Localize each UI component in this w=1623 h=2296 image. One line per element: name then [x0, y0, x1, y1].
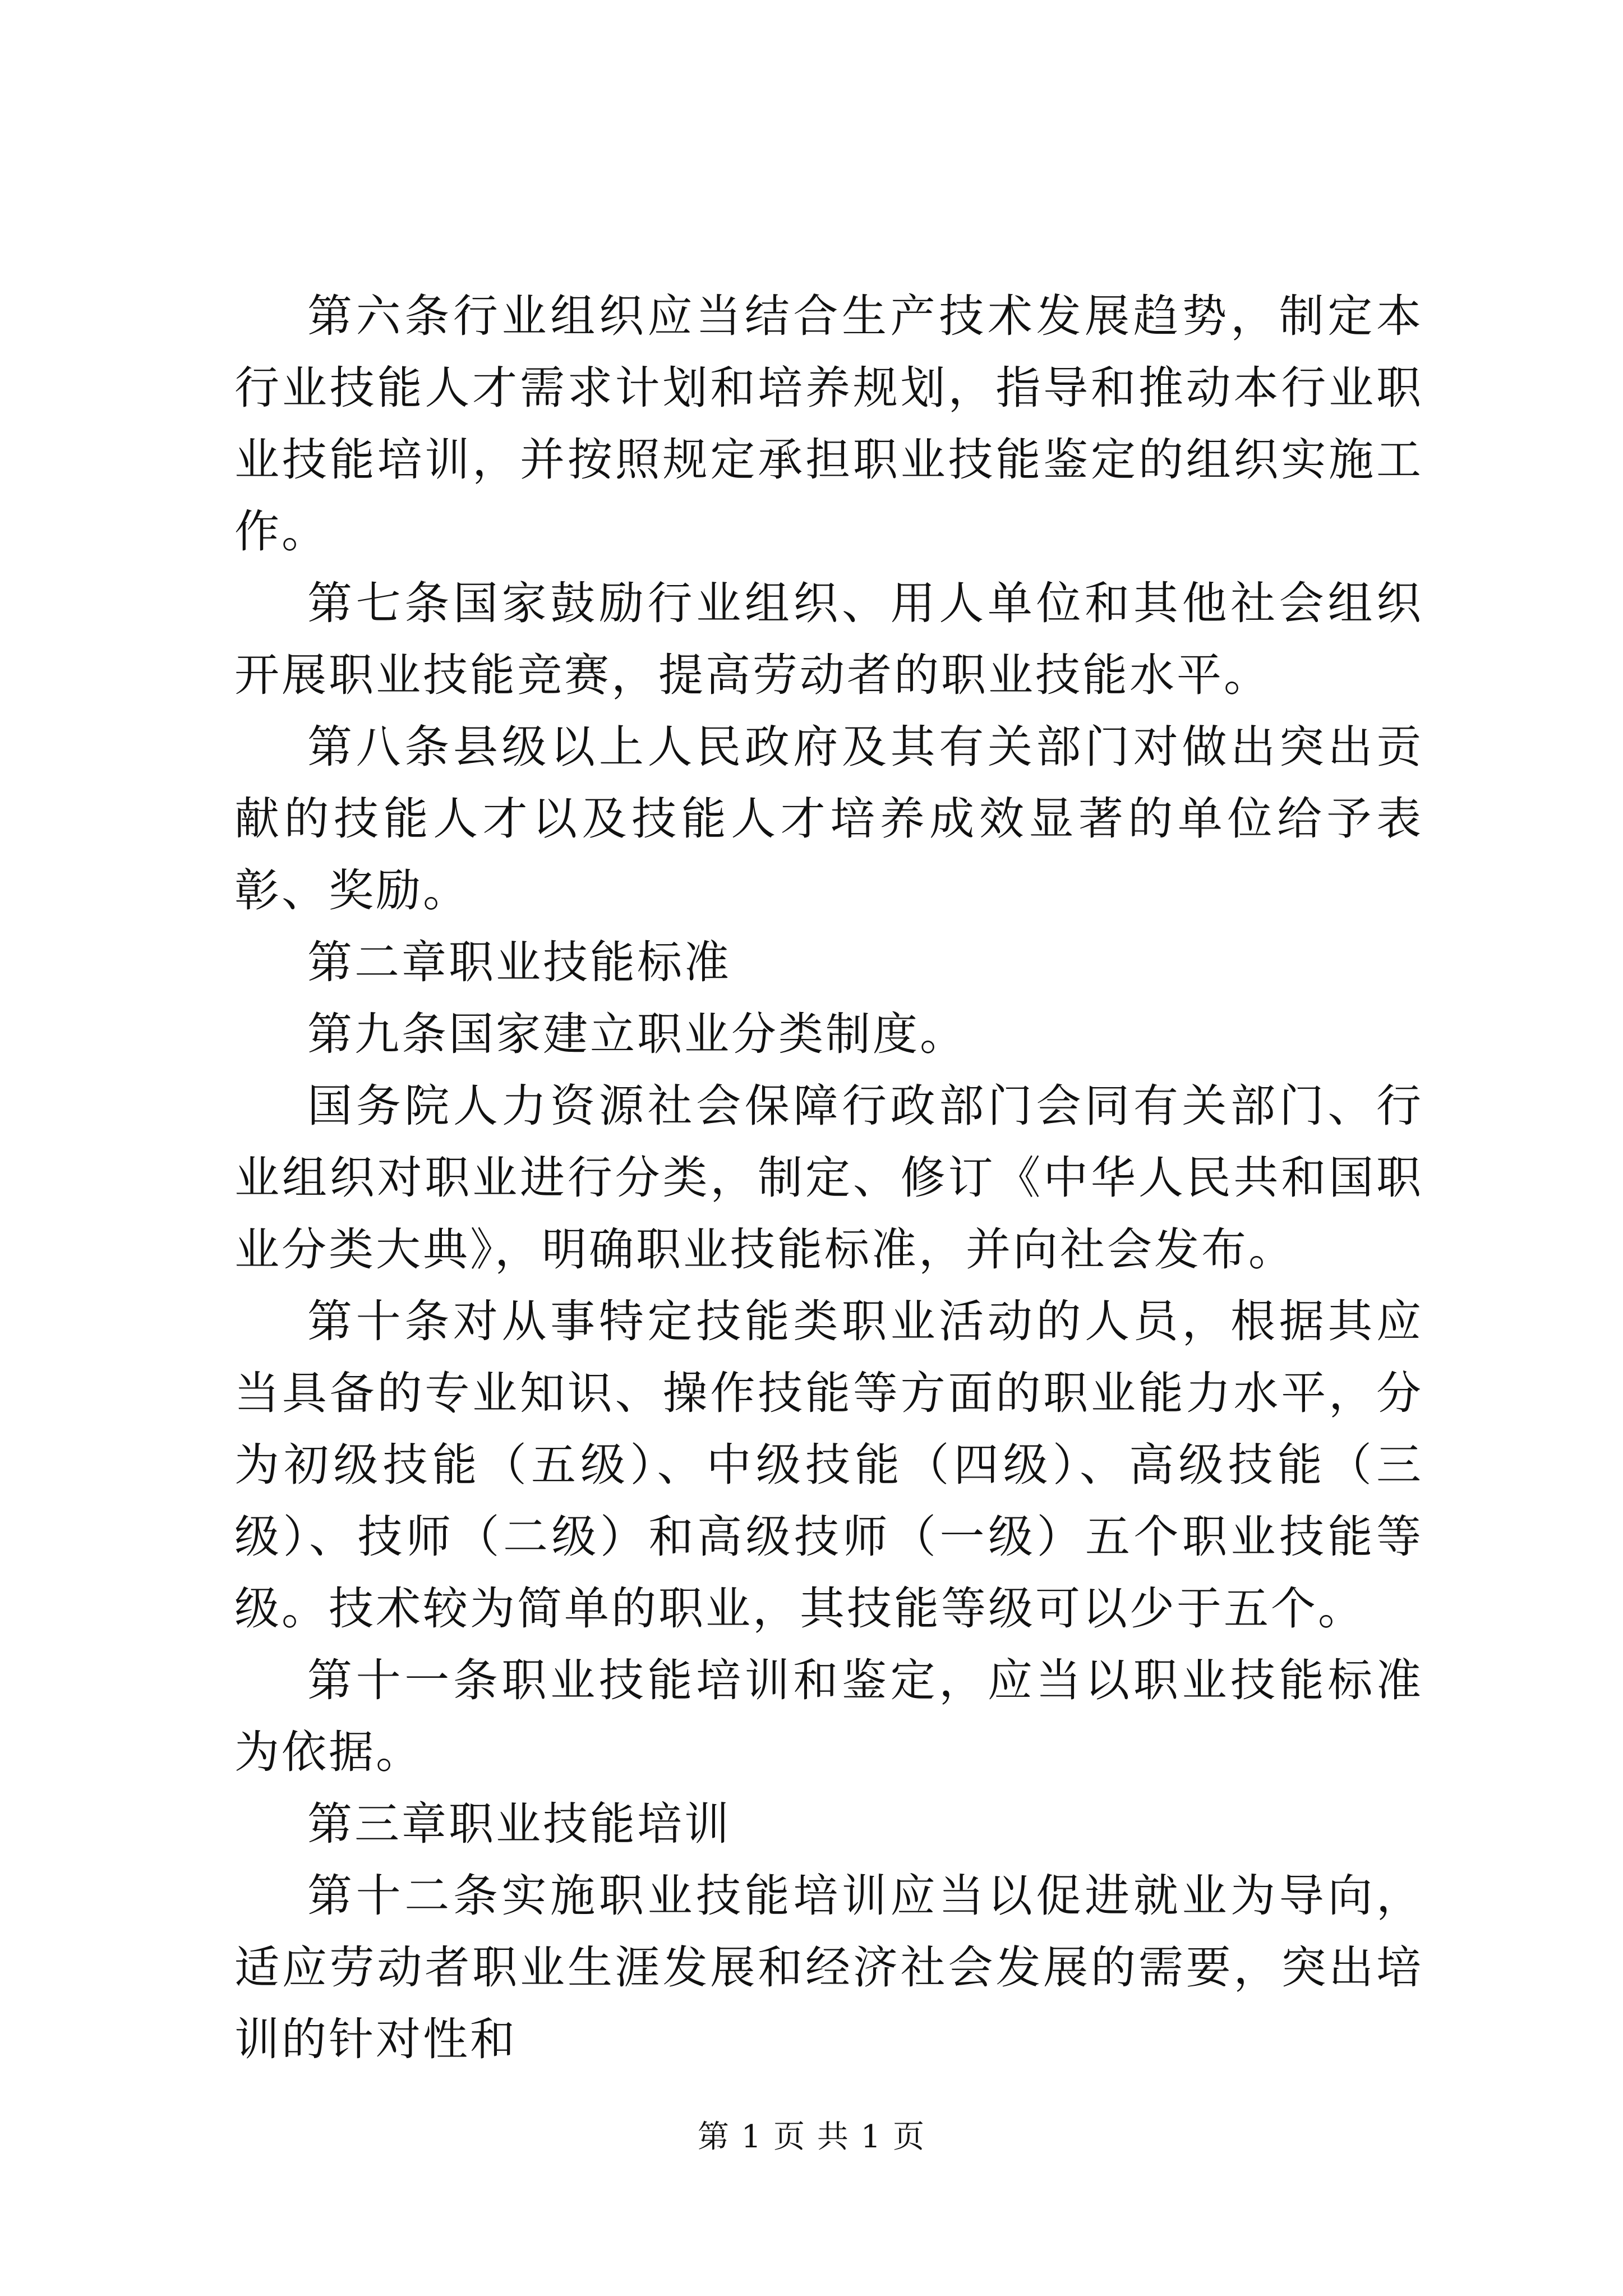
paragraph-article-9-detail: 国务院人力资源社会保障行政部门会同有关部门、行业组织对职业进行分类，制定、修订《中华人民共和国职业分类大典》，明确职业技能标准，并向社会发布。 [234, 1080, 1423, 1276]
paragraph-article-12: 第十二条实施职业技能培训应当以促进就业为导向，适应劳动者职业生涯发展和经济社会发展的需要，突出培训的针对性和 [234, 1870, 1423, 2065]
paragraph-article-6: 第六条行业组织应当结合生产技术发展趋势，制定本行业技能人才需求计划和培养规划，指导和推动本行业职业技能培训，并按照规定承担职业技能鉴定的组织实施工作。 [234, 290, 1423, 558]
paragraph-article-8: 第八条县级以上人民政府及其有关部门对做出突出贡献的技能人才以及技能人才培养成效显著的单位给予表彰、奖励。 [234, 721, 1423, 917]
document-body [234, 280, 1423, 2076]
page-footer: 第 1 页 共 1 页 [697, 2119, 926, 2155]
paragraph-article-11: 第十一条职业技能培训和鉴定，应当以职业技能标准为依据。 [234, 1654, 1423, 1778]
chapter-3-heading: 第三章职业技能培训 [307, 1798, 731, 1850]
chapter-2-heading: 第二章职业技能标准 [307, 936, 731, 988]
paragraph-article-10: 第十条对从事特定技能类职业活动的人员，根据其应当具备的专业知识、操作技能等方面的职业能力水平，分为初级技能（五级）、中级技能（四级）、高级技能（三级）、技师（二级）和高级技师（一级）五个职业技能等级。技术较为简单的职业，其技能等级可以少于五个。 [234, 1295, 1423, 1635]
paragraph-article-7: 第七条国家鼓励行业组织、用人单位和其他社会组织开展职业技能竞赛，提高劳动者的职业技能水平。 [234, 577, 1423, 701]
paragraph-article-9: 第九条国家建立职业分类制度。 [307, 1008, 967, 1060]
